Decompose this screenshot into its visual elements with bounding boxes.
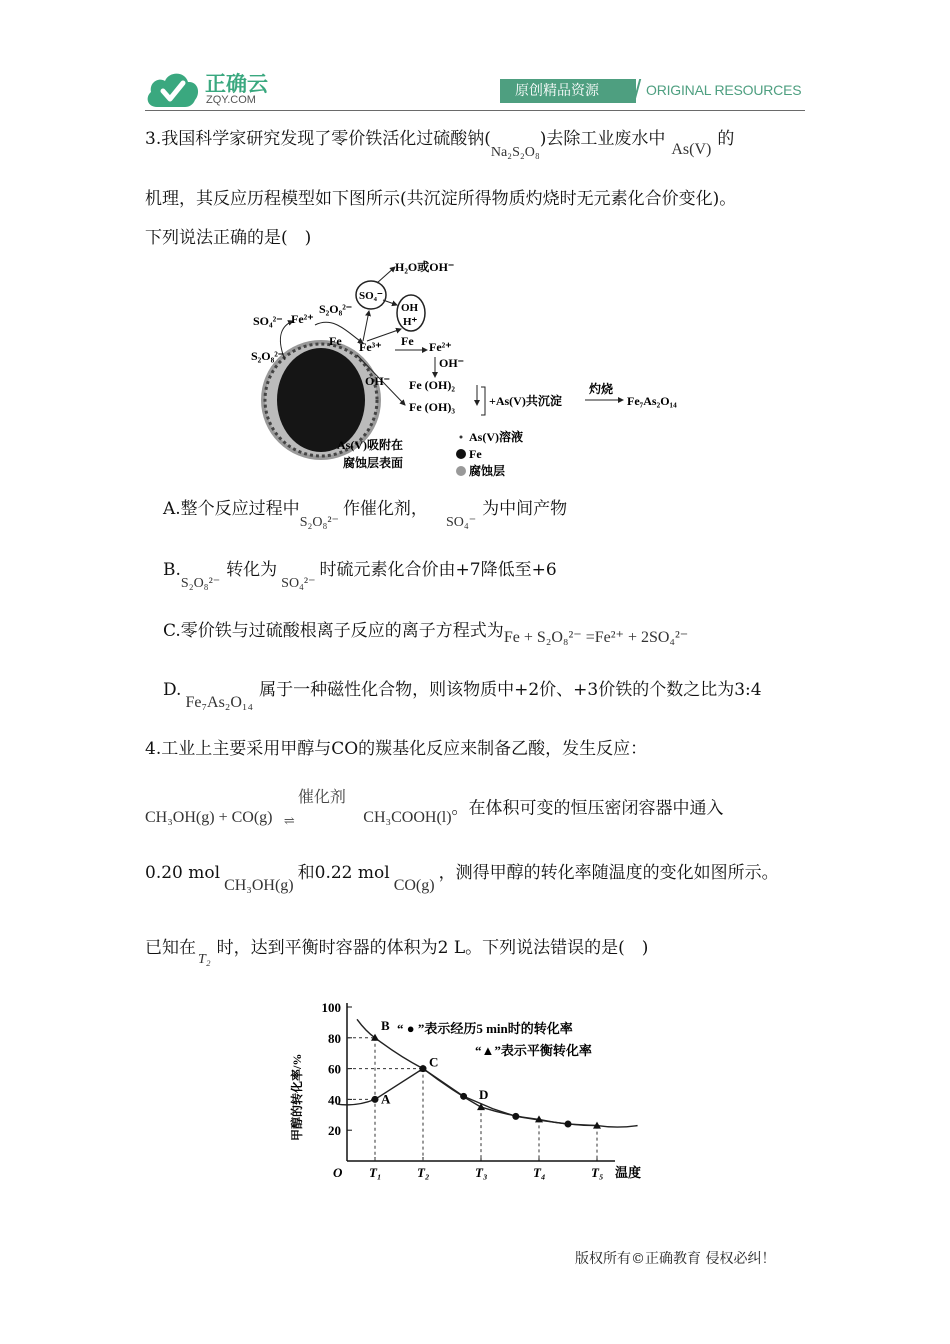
label-fe-mid: Fe: [329, 334, 342, 348]
q4-line4: [145, 937, 649, 967]
banner-cn: 原创精品资源: [515, 83, 599, 99]
label-fe2-right: Fe²⁺: [429, 340, 452, 354]
q4-equation-line: [145, 789, 724, 829]
y-tick-label: 100: [321, 1000, 341, 1015]
arrow-fe3-so4: [363, 311, 369, 341]
label-product: Fe₇As₂O₁₄: [627, 394, 677, 408]
q4-eq-left: CH₃OH(g) + CO(g): [145, 808, 273, 826]
reaction-diagram: [245, 255, 705, 485]
cloud-logo-icon: [143, 67, 203, 111]
optB-text-b: 转化为: [226, 560, 278, 580]
q3-line2: 机理，其反应历程模型如下图所示(共沉淀所得物质灼烧时无元素化合价变化)。: [145, 189, 737, 209]
optA-text-a: A.整个反应过程中: [163, 499, 300, 519]
legend-dot-as: [460, 436, 463, 439]
y-tick-label: 80: [328, 1030, 341, 1046]
legend-equilibrium: “▲”表示平衡转化率: [475, 1043, 592, 1058]
q4-amount-1: 0.20 mol: [145, 863, 221, 883]
optA-text-c: 为中间产物: [482, 499, 568, 519]
q4-eq-arrow: [278, 789, 358, 829]
label-adsorb-1: As(V)吸附在: [337, 438, 403, 452]
x-axis-label: 温度: [615, 1165, 642, 1180]
point-5min: [512, 1113, 519, 1120]
optB-text-c: 时硫元素化合价由+7降低至+6: [319, 560, 557, 580]
label-s2o8-left: S₂O₈²⁻: [251, 349, 285, 363]
label-h2o-oh: H₂O或OH⁻: [395, 260, 455, 274]
banner-en: ORIGINAL RESOURCES: [646, 82, 802, 98]
q4-amount-2: 和0.22 mol: [297, 863, 390, 883]
header-rule: [145, 110, 805, 111]
x-tick-label: T₄: [533, 1165, 546, 1180]
optA-formula1: S₂O₈²⁻: [299, 515, 339, 530]
q4-eq-catalyst: 催化剂: [297, 789, 346, 806]
optB-formula2: SO₄²⁻: [281, 576, 316, 591]
legend-fe: Fe: [469, 447, 482, 461]
formula-na2s2o8: Na₂S₂O₈: [490, 145, 540, 160]
label-burn: 灼烧: [589, 382, 614, 396]
label-coprecip: +As(V)共沉淀: [489, 394, 562, 408]
optC-equation: Fe + S₂O₈²⁻ =Fe²⁺ + 2SO₄²⁻: [503, 629, 689, 646]
label-so4-left: SO₄²⁻: [253, 314, 283, 328]
equilibrium-arrow-icon: ⇌: [283, 814, 295, 829]
label-fe-arrow: Fe: [401, 334, 414, 348]
q3-option-b: [163, 559, 557, 591]
label-h-plus: H⁺: [403, 316, 418, 328]
optD-text-b: 属于一种磁性化合物，则该物质中+2价、+3价铁的个数之比为3:4: [259, 680, 762, 700]
x-tick-label: T₃: [475, 1165, 488, 1180]
label-oh-radical: OH: [401, 302, 419, 314]
q3-text-b: )去除工业废水中: [539, 129, 666, 149]
optB-formula1: S₂O₈²⁻: [180, 576, 221, 591]
point-label-C: C: [429, 1054, 439, 1070]
y-tick-label: 20: [328, 1123, 341, 1139]
y-tick-label: 40: [328, 1092, 341, 1108]
point-5min: [372, 1096, 379, 1103]
q4-t2: T₂: [198, 952, 211, 967]
label-s2o8-top: S₂O₈²⁻: [319, 302, 353, 316]
x-tick-label: T₂: [417, 1165, 430, 1180]
point-label-D: D: [479, 1087, 489, 1103]
q3-text-c: 的: [717, 129, 735, 149]
logo-en: ZQY.COM: [206, 94, 256, 106]
label-fe3: Fe³⁺: [359, 340, 382, 354]
q3-text-a: 3.我国科学家研究发现了零价铁活化过硫酸钠(: [145, 129, 491, 149]
bracket: [481, 387, 485, 415]
point-label-A: A: [381, 1091, 391, 1107]
optD-text-a: D.: [163, 680, 182, 700]
legend-corr: 腐蚀层: [469, 464, 506, 478]
footer-copyright: 版权所有©正确教育 侵权必纠！: [575, 1251, 776, 1267]
label-adsorb-2: 腐蚀层表面: [343, 456, 404, 470]
q4-text-rest: 时，达到平衡时容器的体积为2 L。下列说法错误的是( ): [216, 938, 649, 958]
iron-core: [277, 348, 365, 452]
x-tick-label: T₅: [591, 1165, 604, 1180]
q4-eq-tail: 。在体积可变的恒压密闭容器中通入: [451, 798, 724, 819]
arrow-h2o: [377, 267, 395, 283]
x-tick-label: T₁: [369, 1165, 382, 1180]
legend-5min: “ ● ”表示经历5 min时的转化率: [397, 1021, 573, 1036]
label-feoh3: Fe (OH)₃: [409, 400, 455, 414]
optB-text-a: B.: [163, 560, 181, 580]
label-feoh2: Fe (OH)₂: [409, 378, 455, 392]
q3-line3: 下列说法正确的是( ): [145, 228, 312, 248]
point-label-B: B: [381, 1017, 390, 1033]
label-oh-minus-left: OH⁻: [365, 374, 391, 388]
origin-label: O: [333, 1165, 343, 1180]
q3-option-d: [163, 679, 762, 711]
y-tick-label: 60: [328, 1061, 341, 1077]
label-so4-radical: SO₄⁻: [359, 290, 383, 302]
q4-formula-co: CO(g): [393, 877, 435, 894]
q4-text-given: 已知在: [145, 938, 196, 958]
y-axis-label: 甲醇的转化率/%: [290, 1053, 304, 1141]
point-5min: [460, 1093, 467, 1100]
optA-text-b: 作催化剂，: [342, 499, 428, 519]
label-fe2-left: Fe²⁺: [291, 312, 314, 326]
legend-as: As(V)溶液: [469, 430, 523, 444]
q4-text-c: ，测得甲醇的转化率随温度的变化如图所示。: [438, 863, 779, 883]
logo-cn: 正确云: [205, 72, 268, 96]
legend-dot-fe: [456, 449, 466, 459]
arrow-so4-oh: [383, 300, 397, 305]
point-5min: [565, 1121, 572, 1128]
formula-asv: As(V): [671, 141, 712, 158]
q3-option-c: [163, 620, 689, 646]
conversion-chart: [285, 995, 665, 1185]
optC-text-a: C.零价铁与过硫酸根离子反应的离子方程式为: [163, 621, 504, 641]
q4-formula-ch3oh: CH₃OH(g): [224, 877, 294, 894]
q3-line1: [145, 128, 735, 160]
optA-formula2: SO₄⁻: [445, 515, 477, 530]
q4-eq-right: CH₃COOH(l): [363, 808, 452, 826]
q3-option-a: [163, 498, 568, 530]
legend-dot-corr: [456, 466, 466, 476]
label-oh-minus-right: OH⁻: [439, 356, 465, 370]
q4-line3: [145, 862, 779, 894]
optD-formula: Fe₇As₂O₁₄: [185, 694, 254, 711]
q4-line1: 4.工业上主要采用甲醇与CO的羰基化反应来制备乙酸，发生反应：: [145, 739, 648, 759]
